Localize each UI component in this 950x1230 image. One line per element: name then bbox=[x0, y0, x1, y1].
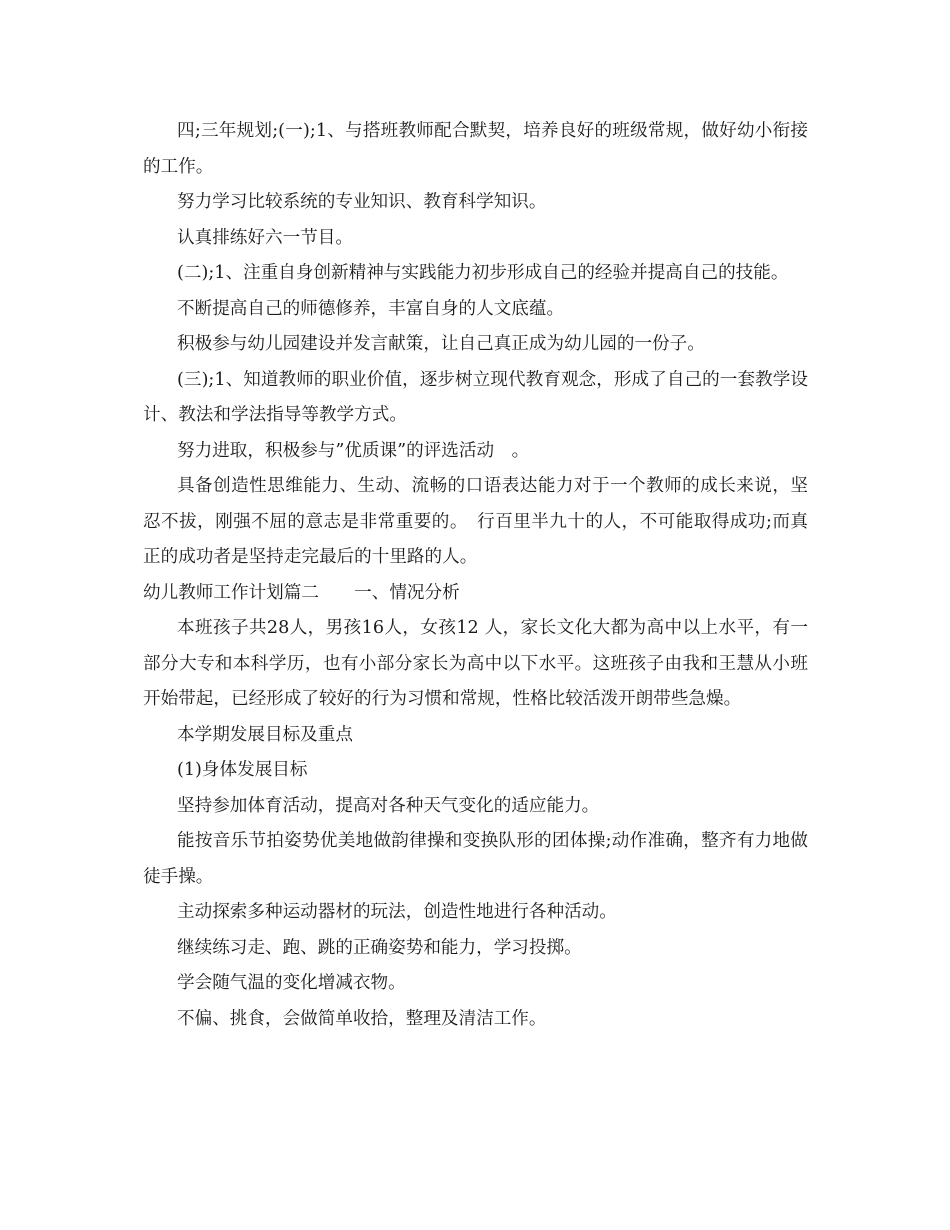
paragraph-walk-run-jump: 继续练习走、跑、跳的正确姿势和能力，学习投掷。 bbox=[177, 937, 582, 958]
subheading-physical-goals: (1)身体发展目标 bbox=[177, 760, 308, 780]
paragraph-rehearse-program: 认真排练好六一节目。 bbox=[177, 227, 353, 248]
paragraph-sports: 坚持参加体育活动，提高对各种天气变化的适应能力。 bbox=[177, 795, 600, 816]
paragraph-plan-year-3: (三);1、知道教师的职业价值，逐步树立现代教育观念，形成了自己的一套教学设计、教法和学法指导等教学方式。 bbox=[143, 369, 808, 425]
section-heading-plan-two: 幼儿教师工作计划篇二 一、情况分析 bbox=[143, 582, 460, 603]
paragraph-participate: 积极参与幼儿园建设并发言献策，让自己真正成为幼儿园的一份子。 bbox=[177, 334, 705, 354]
paragraph-quality-lesson: 努力进取，积极参与”优质课”的评选活动 。 bbox=[177, 440, 530, 461]
paragraph-eating-tidying: 不偏、挑食，会做简单收拾，整理及清洁工作。 bbox=[177, 1008, 547, 1029]
paragraph-study-knowledge: 努力学习比较系统的专业知识、教育科学知识。 bbox=[177, 192, 547, 212]
paragraph-rhythm-exercise: 能按音乐节拍姿势优美地做韵律操和变换队形的团体操;动作准确，整齐有力地做徒手操。 bbox=[143, 831, 808, 887]
paragraph-plan-year-1: 四;三年规划;(一);1、与搭班教师配合默契，培养良好的班级常规，做好幼小衔接的工作。 bbox=[143, 121, 808, 177]
document-body bbox=[143, 114, 808, 1037]
paragraph-plan-year-2: (二);1、注重自身创新精神与实践能力初步形成自己的经验并提高自己的技能。 bbox=[177, 263, 789, 283]
paragraph-ethics: 不断提高自己的师德修养，丰富自身的人文底蕴。 bbox=[177, 298, 565, 319]
paragraph-perseverance: 具备创造性思维能力、生动、流畅的口语表达能力对于一个教师的成长来说，坚忍不拔，刚强不屈的意志是非常重要的。 行百里半九十的人，不可能取得成功;而真正的成功者是坚持走完最后的十里路的人。 bbox=[143, 476, 808, 567]
paragraph-class-situation: 本班孩子共28人，男孩16人，女孩12 人，家长文化大都为高中以上水平，有一部分大专和本科学历，也有小部分家长为高中以下水平。这班孩子由我和王慧从小班开始带起，已经形成了较好的行为习惯和常规，性格比较活泼开朗带些急燥。 bbox=[143, 618, 808, 709]
paragraph-equipment: 主动探索多种运动器材的玩法，创造性地进行各种活动。 bbox=[177, 902, 617, 922]
paragraph-clothing: 学会随气温的变化增减衣物。 bbox=[177, 973, 406, 993]
subheading-goals: 本学期发展目标及重点 bbox=[177, 724, 353, 745]
